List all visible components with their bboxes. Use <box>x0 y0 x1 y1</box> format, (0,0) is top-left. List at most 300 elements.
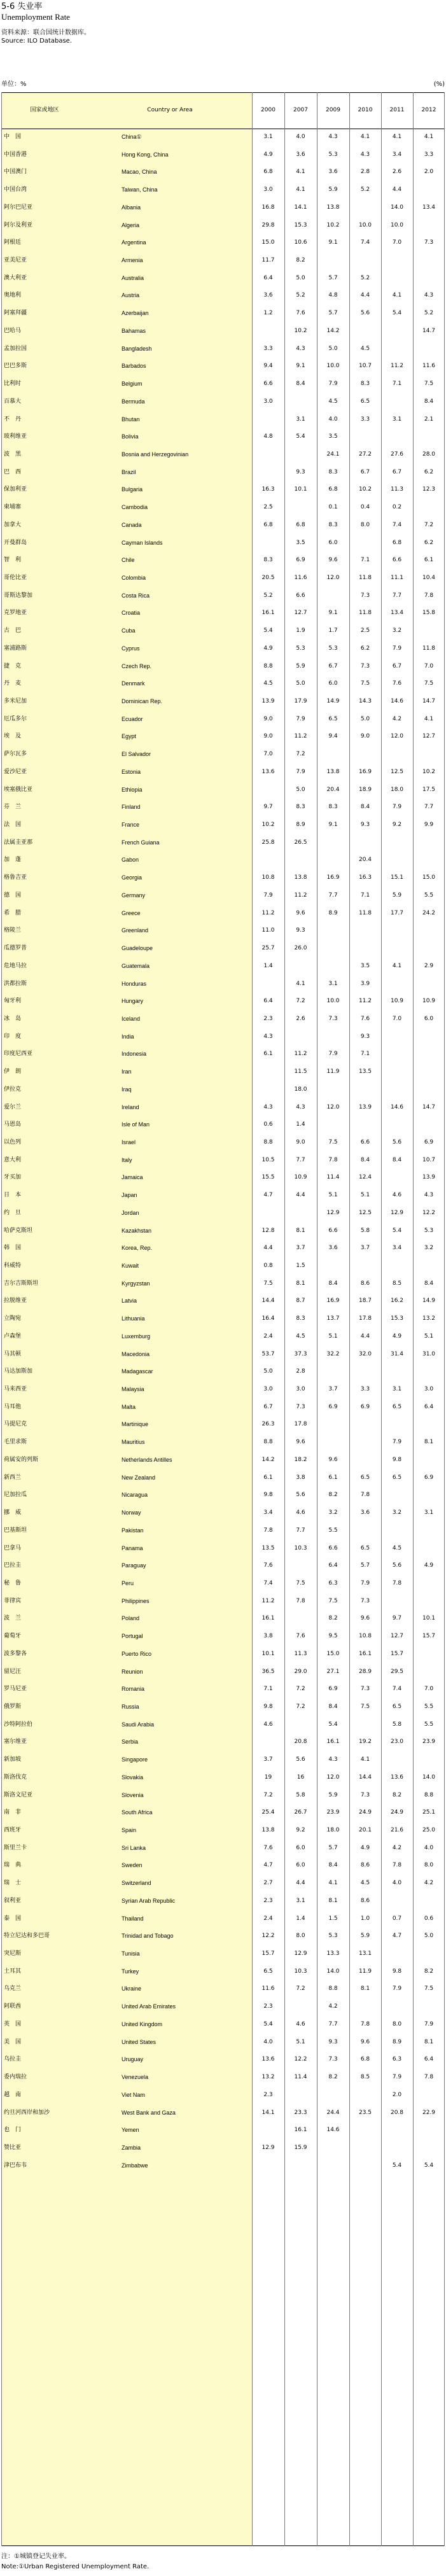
country-cn: 冰 岛 <box>4 1015 22 1022</box>
table-row <box>1 1998 445 2016</box>
value-cell: 9.4 <box>328 733 338 740</box>
value-cell: 6.1 <box>263 1051 273 1058</box>
value-cell: 3.1 <box>296 1897 305 1904</box>
value-cell: 10.7 <box>422 1156 436 1163</box>
value-cell: 5.6 <box>360 310 370 317</box>
value-cell: 1.0 <box>360 1915 370 1922</box>
country-en: Costa Rica <box>122 592 150 599</box>
table-row <box>1 1011 445 1028</box>
col-header-cn: 国家或地区 <box>30 107 59 113</box>
value-cell: 10.9 <box>390 998 404 1005</box>
value-cell: 3.0 <box>296 1386 305 1393</box>
country-cn: 中国香港 <box>4 151 27 158</box>
value-cell: 5.7 <box>328 1844 338 1851</box>
value-cell: 14.6 <box>390 698 404 704</box>
table-row <box>1 1928 445 1945</box>
value-cell: 3.1 <box>392 416 402 423</box>
value-cell: 3.2 <box>424 1245 434 1252</box>
value-cell: 9.0 <box>296 1138 305 1145</box>
value-cell: 7.2 <box>296 1985 305 1992</box>
table-row <box>1 1416 445 1434</box>
value-cell: 11.2 <box>294 1051 307 1058</box>
value-cell: 13.2 <box>422 1315 436 1322</box>
country-cn: 突尼斯 <box>4 1950 22 1957</box>
value-cell: 7.5 <box>424 1985 434 1992</box>
value-cell: 3.7 <box>296 1245 305 1252</box>
value-cell: 4.2 <box>424 1880 434 1887</box>
value-cell: 53.7 <box>261 1350 275 1357</box>
table-row <box>1 587 445 605</box>
country-en: Estonia <box>122 768 141 775</box>
value-cell: 13.8 <box>326 204 340 211</box>
country-cn: 以色列 <box>4 1138 22 1145</box>
table-row <box>1 1257 445 1275</box>
value-cell: 29.0 <box>294 1668 307 1675</box>
value-cell: 20.8 <box>294 1739 307 1746</box>
country-en: Greece <box>122 909 141 916</box>
value-cell: 3.0 <box>263 398 273 405</box>
value-cell: 12.0 <box>390 733 404 740</box>
value-cell: 7.9 <box>296 715 305 722</box>
table-row <box>1 129 445 146</box>
value-cell: 14.2 <box>326 327 340 334</box>
value-cell: 9.2 <box>296 1827 305 1833</box>
value-cell: 13.3 <box>326 1950 340 1957</box>
value-cell: 8.4 <box>328 1280 338 1287</box>
country-en: Slovenia <box>122 1791 144 1798</box>
value-cell: 9.6 <box>328 557 338 564</box>
value-cell: 2.3 <box>263 2003 273 2010</box>
value-cell: 9.6 <box>296 1439 305 1446</box>
country-cn: 玻利维亚 <box>4 433 27 440</box>
value-cell: 2.0 <box>392 2091 402 2098</box>
value-cell: 6.0 <box>328 680 338 687</box>
country-cn: 波 黑 <box>4 451 22 458</box>
country-cn: 瓜德罗普 <box>4 945 27 952</box>
value-cell: 9.8 <box>392 1968 402 1975</box>
unit-right: (%) <box>433 81 445 88</box>
value-cell: 8.3 <box>360 381 370 388</box>
value-cell: 6.2 <box>424 539 434 546</box>
value-cell: 5.4 <box>392 310 402 317</box>
country-cn: 马提尼克 <box>4 1421 27 1428</box>
value-cell: 7.3 <box>360 662 370 669</box>
value-cell: 2.7 <box>263 1880 273 1887</box>
country-en: Thailand <box>122 1915 144 1922</box>
country-en: Bahamas <box>122 327 146 334</box>
value-cell: 11.7 <box>261 257 275 264</box>
value-cell: 5.0 <box>296 274 305 281</box>
country-en: Bolivia <box>122 433 139 440</box>
value-cell: 2.5 <box>263 504 273 511</box>
table-row <box>1 1840 445 1858</box>
value-cell: 8.0 <box>392 2020 402 2027</box>
table-row <box>1 1134 445 1152</box>
value-cell: 5.0 <box>263 1368 273 1375</box>
country-en: Korea, Rep. <box>122 1245 153 1252</box>
value-cell: 4.0 <box>296 134 305 140</box>
value-cell: 14.0 <box>390 204 404 211</box>
value-cell: 14.7 <box>422 1103 436 1110</box>
value-cell: 5.1 <box>424 1333 434 1340</box>
value-cell: 4.6 <box>296 1509 305 1516</box>
table-row <box>1 2139 445 2157</box>
value-cell: 7.2 <box>424 521 434 528</box>
value-cell: 10.8 <box>358 1633 372 1640</box>
value-cell: 29.5 <box>390 1668 404 1675</box>
value-cell: 4.9 <box>392 1333 402 1340</box>
value-cell: 8.7 <box>296 1298 305 1305</box>
value-cell: 7.0 <box>392 1015 402 1022</box>
value-cell: 19 <box>264 1774 272 1781</box>
value-cell: 7.9 <box>328 1051 338 1058</box>
value-cell: 3.1 <box>296 416 305 423</box>
country-cn: 中 国 <box>4 134 22 140</box>
country-cn: 多米尼加 <box>4 698 27 704</box>
value-cell: 5.4 <box>424 2162 434 2169</box>
value-cell: 10.8 <box>261 874 275 881</box>
value-cell: 8.9 <box>296 822 305 829</box>
country-en: Israel <box>122 1138 136 1145</box>
country-en: Romania <box>122 1686 145 1693</box>
value-cell: 6.9 <box>424 1138 434 1145</box>
value-cell: 3.4 <box>392 1245 402 1252</box>
value-cell: 4.1 <box>392 134 402 140</box>
value-cell: 1.5 <box>328 1915 338 1922</box>
value-cell: 5.3 <box>424 1227 434 1234</box>
value-cell: 4.6 <box>392 1192 402 1199</box>
value-cell: 11.8 <box>358 610 372 617</box>
country-cn: 约旦河西岸和加沙 <box>4 2109 50 2116</box>
value-cell: 9.1 <box>328 239 338 246</box>
country-en: Brazil <box>122 468 136 475</box>
value-cell: 18.0 <box>390 786 404 793</box>
value-cell: 9.0 <box>263 733 273 740</box>
value-cell: 10.6 <box>294 239 307 246</box>
value-cell: 23.0 <box>390 1739 404 1746</box>
value-cell: 12.2 <box>422 1209 436 1216</box>
country-cn: 智 利 <box>4 557 22 564</box>
value-cell: 13.1 <box>358 1950 372 1957</box>
value-cell: 8.3 <box>328 521 338 528</box>
value-cell: 15.9 <box>294 2144 307 2151</box>
value-cell: 4.4 <box>360 292 370 299</box>
country-cn: 波 兰 <box>4 1615 22 1622</box>
country-cn: 巴拉圭 <box>4 1562 22 1569</box>
country-cn: 南 非 <box>4 1809 22 1816</box>
value-cell: 6.1 <box>328 1474 338 1481</box>
country-en: Albania <box>122 204 141 211</box>
table-row <box>1 1646 445 1663</box>
value-cell: 7.3 <box>360 1791 370 1798</box>
value-cell: 8.3 <box>296 804 305 811</box>
table-row <box>1 428 445 446</box>
country-cn: 巴拿马 <box>4 1544 22 1551</box>
value-cell: 3.5 <box>360 962 370 969</box>
col-header-2012: 2012 <box>421 107 436 113</box>
value-cell: 12.9 <box>294 1950 307 1957</box>
country-cn: 阿尔及利亚 <box>4 221 33 228</box>
value-cell: 12.9 <box>326 1209 340 1216</box>
table-row <box>1 1733 445 1751</box>
value-cell: 4.6 <box>296 2020 305 2027</box>
table-row <box>1 1205 445 1222</box>
value-cell: 17.8 <box>358 1315 372 1322</box>
value-cell: 0.8 <box>263 1263 273 1269</box>
value-cell: 15.3 <box>390 1315 404 1322</box>
value-cell: 7.9 <box>328 381 338 388</box>
country-cn: 美 国 <box>4 2038 22 2045</box>
country-cn: 伊拉克 <box>4 1086 22 1093</box>
value-cell: 8.8 <box>263 1439 273 1446</box>
value-cell: 8.9 <box>328 909 338 916</box>
value-cell: 11.8 <box>358 909 372 916</box>
country-en: Egypt <box>122 733 137 740</box>
value-cell: 12.0 <box>326 1103 340 1110</box>
country-cn: 古 巴 <box>4 627 22 634</box>
value-cell: 7.4 <box>263 1579 273 1586</box>
table-row <box>1 340 445 358</box>
col-header-2010: 2010 <box>358 107 373 113</box>
country-cn: 中国台湾 <box>4 186 27 193</box>
value-cell: 5.3 <box>296 645 305 652</box>
value-cell: 7.9 <box>296 768 305 775</box>
value-cell: 7.5 <box>263 1280 273 1287</box>
value-cell: 6.3 <box>328 1579 338 1586</box>
value-cell: 6.7 <box>328 662 338 669</box>
value-cell: 26.5 <box>294 839 307 846</box>
table-row <box>1 1769 445 1787</box>
table-row <box>1 1698 445 1716</box>
value-cell: 23.9 <box>422 1739 436 1746</box>
table-row <box>1 869 445 887</box>
country-cn: 牙买加 <box>4 1174 22 1181</box>
country-cn: 乌拉圭 <box>4 2056 22 2063</box>
table-bottom-rule <box>1 2545 445 2546</box>
value-cell: 6.4 <box>424 1403 434 1410</box>
value-cell: 7.6 <box>360 1015 370 1022</box>
value-cell: 10.4 <box>422 574 436 581</box>
country-cn: 叙利亚 <box>4 1897 22 1904</box>
value-cell: 11.2 <box>261 909 275 916</box>
value-cell: 8.5 <box>360 2074 370 2081</box>
table-row <box>1 1980 445 1998</box>
country-en: Cyprus <box>122 645 140 652</box>
value-cell: 8.6 <box>360 1897 370 1904</box>
country-cn: 土耳其 <box>4 1968 22 1975</box>
country-en: Saudi Arabia <box>122 1721 155 1728</box>
value-cell: 1.5 <box>296 1263 305 1269</box>
country-cn: 比利时 <box>4 381 22 388</box>
value-cell: 4.8 <box>263 433 273 440</box>
value-cell: 24.1 <box>326 451 340 458</box>
table-row <box>1 1399 445 1417</box>
value-cell: 7.7 <box>424 804 434 811</box>
value-cell: 1.4 <box>296 1121 305 1128</box>
value-cell: 8.3 <box>263 557 273 564</box>
value-cell: 6.8 <box>263 521 273 528</box>
table-row <box>1 2157 445 2175</box>
country-en: Poland <box>122 1615 140 1622</box>
value-cell: 1.9 <box>296 627 305 634</box>
table-row <box>1 605 445 622</box>
country-cn: 埃塞俄比亚 <box>4 786 33 793</box>
value-cell: 16.9 <box>358 768 372 775</box>
source-cn: 资料来源：联合国统计数据库。 <box>1 29 90 36</box>
table-row <box>1 1328 445 1346</box>
value-cell: 8.3 <box>328 468 338 475</box>
value-cell: 7.6 <box>296 1633 305 1640</box>
country-cn: 英 国 <box>4 2020 22 2027</box>
value-cell: 5.2 <box>296 292 305 299</box>
value-cell: 10.1 <box>261 1650 275 1657</box>
table-row <box>1 1663 445 1681</box>
value-cell: 6.8 <box>392 539 402 546</box>
value-cell: 5.4 <box>263 2020 273 2027</box>
value-cell: 5.6 <box>296 1492 305 1499</box>
country-en: Jordan <box>122 1209 139 1216</box>
country-cn: 斯洛文尼亚 <box>4 1791 33 1798</box>
value-cell: 7.9 <box>360 1579 370 1586</box>
value-cell: 8.4 <box>296 381 305 388</box>
value-cell: 6.5 <box>392 1403 402 1410</box>
value-cell: 22.9 <box>422 2109 436 2116</box>
value-cell: 5.9 <box>328 186 338 193</box>
value-cell: 5.4 <box>263 627 273 634</box>
country-cn: 开曼群岛 <box>4 539 27 546</box>
value-cell: 0.6 <box>424 1915 434 1922</box>
value-cell: 5.0 <box>296 786 305 793</box>
value-cell: 11.2 <box>294 892 307 899</box>
value-cell: 9.8 <box>263 1703 273 1710</box>
country-cn: 阿尔巴尼亚 <box>4 204 33 211</box>
value-cell: 3.3 <box>360 416 370 423</box>
table-row <box>1 1222 445 1240</box>
value-cell: 24.2 <box>422 909 436 916</box>
country-cn: 马来西亚 <box>4 1386 27 1393</box>
table-row <box>1 1187 445 1205</box>
country-en: French Guiana <box>122 839 160 846</box>
value-cell: 18.9 <box>358 786 372 793</box>
country-cn: 芬 兰 <box>4 804 22 811</box>
value-cell: 5.1 <box>360 1192 370 1199</box>
value-cell: 3.9 <box>360 980 370 987</box>
country-cn: 巴巴多斯 <box>4 363 27 370</box>
country-cn: 孟加拉国 <box>4 345 27 352</box>
value-cell: 14.3 <box>358 698 372 704</box>
table-row <box>1 993 445 1011</box>
country-en: Kazakhstan <box>122 1227 152 1234</box>
value-cell: 6.8 <box>328 486 338 493</box>
value-cell: 6.9 <box>360 1403 370 1410</box>
value-cell: 5.0 <box>296 680 305 687</box>
value-cell: 12.3 <box>422 486 436 493</box>
value-cell: 5.6 <box>296 1756 305 1763</box>
value-cell: 27.1 <box>326 1668 340 1675</box>
value-cell: 4.9 <box>263 151 273 158</box>
table-row <box>1 1875 445 1893</box>
value-cell: 4.4 <box>263 1245 273 1252</box>
value-cell: 0.1 <box>328 504 338 511</box>
table-row <box>1 535 445 552</box>
value-cell: 7.1 <box>360 892 370 899</box>
unit-line <box>1 81 445 88</box>
country-cn: 塞尔维亚 <box>4 1739 27 1746</box>
value-cell: 9.1 <box>328 822 338 829</box>
value-cell: 16.1 <box>358 1650 372 1657</box>
value-cell: 9.6 <box>360 2038 370 2045</box>
value-cell: 4.7 <box>392 1933 402 1940</box>
value-cell: 18.0 <box>326 1827 340 1833</box>
value-cell: 4.4 <box>296 1192 305 1199</box>
table-row <box>1 1557 445 1575</box>
value-cell: 7.3 <box>360 1597 370 1604</box>
table-row <box>1 2104 445 2122</box>
table-row <box>1 1487 445 1504</box>
value-cell: 7.5 <box>328 1138 338 1145</box>
value-cell: 17.5 <box>422 786 436 793</box>
value-cell: 0.2 <box>392 504 402 511</box>
section-title: 5-6 失业率 <box>1 2 43 11</box>
value-cell: 8.1 <box>360 1985 370 1992</box>
country-cn: 洪都拉斯 <box>4 980 27 987</box>
unit-label: 单位：% <box>1 81 27 88</box>
value-cell: 2.3 <box>263 2091 273 2098</box>
value-cell: 6.5 <box>263 1968 273 1975</box>
country-cn: 赞比亚 <box>4 2144 22 2151</box>
value-cell: 6.1 <box>263 1474 273 1481</box>
value-cell: 7.2 <box>263 1791 273 1798</box>
value-cell: 7.5 <box>424 381 434 388</box>
value-cell: 7.0 <box>424 1686 434 1693</box>
country-en: Switzerland <box>122 1880 151 1887</box>
value-cell: 10.7 <box>358 363 372 370</box>
country-en: Belgium <box>122 381 143 388</box>
value-cell: 3.2 <box>328 1509 338 1516</box>
value-cell: 2.4 <box>263 1333 273 1340</box>
value-cell: 5.8 <box>296 1791 305 1798</box>
country-cn: 留尼汪 <box>4 1668 22 1675</box>
value-cell: 20.4 <box>326 786 340 793</box>
country-en: Paraguay <box>122 1562 146 1569</box>
value-cell: 4.1 <box>328 1880 338 1887</box>
value-cell: 7.9 <box>424 2020 434 2027</box>
value-cell: 25.7 <box>261 945 275 952</box>
country-en: Portugal <box>122 1633 143 1640</box>
value-cell: 13.4 <box>390 610 404 617</box>
table-row <box>1 1169 445 1187</box>
note-cn: 注：①城镇登记失业率。 <box>1 2553 71 2560</box>
value-cell: 3.1 <box>392 1386 402 1393</box>
value-cell: 14.0 <box>326 1968 340 1975</box>
value-cell: 7.4 <box>392 521 402 528</box>
value-cell: 7.1 <box>360 1051 370 1058</box>
country-en: Madagascar <box>122 1368 153 1375</box>
table-row <box>1 816 445 834</box>
value-cell: 5.1 <box>328 1192 338 1199</box>
country-en: Puerto Rico <box>122 1650 152 1657</box>
table-row <box>1 1945 445 1963</box>
country-cn: 拉脱维亚 <box>4 1298 27 1305</box>
table-row <box>1 1452 445 1469</box>
value-cell: 11.8 <box>358 574 372 581</box>
value-cell: 4.1 <box>360 1756 370 1763</box>
country-en: Dominican Rep. <box>122 698 163 704</box>
value-cell: 7.9 <box>263 892 273 899</box>
value-cell: 15.1 <box>390 874 404 881</box>
value-cell: 5.9 <box>296 662 305 669</box>
value-cell: 5.5 <box>424 1721 434 1728</box>
